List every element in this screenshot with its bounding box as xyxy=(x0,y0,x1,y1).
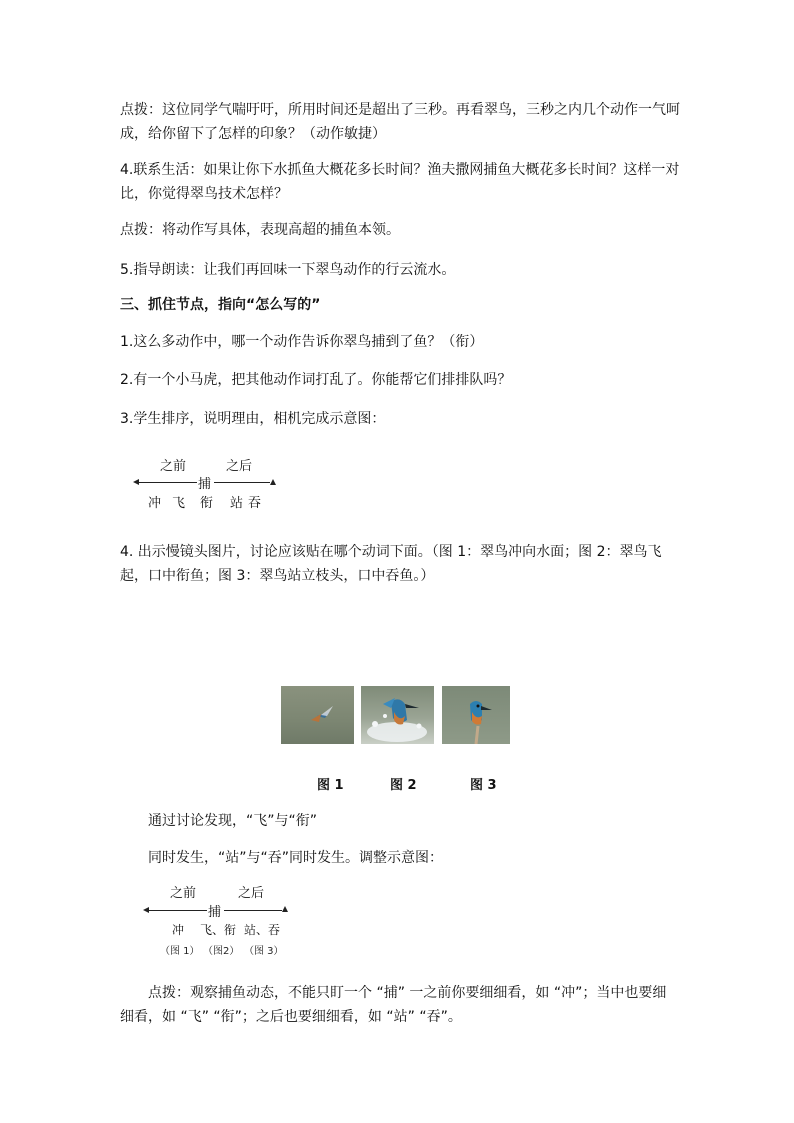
paragraph-step-3: 3.学生排序，说明理由，相机完成示意图： xyxy=(120,411,386,427)
diagram2-left-line xyxy=(149,910,207,911)
paragraph-step-1: 1.这么多动作中，哪一个动作告诉你翠鸟捕到了鱼？（衔） xyxy=(120,334,484,350)
paragraph-hint-1: 点拨：这位同学气喘吁吁，所用时间还是超出了三秒。再看翠鸟，三秒之内几个动作一气呵成，给你留下了怎样的印象？（动作敏捷） xyxy=(120,102,680,142)
diagram2-right-arrow xyxy=(282,906,288,912)
diagram1-verb-zhan: 站 xyxy=(230,496,244,511)
diagram1-after-label: 之后 xyxy=(226,459,253,474)
paragraph-item-4: 4.联系生活：如果让你下水抓鱼大概花多长时间？渔夫撒网捕鱼大概花多长时间？这样一对比，你觉得翠鸟技术怎样？ xyxy=(120,162,680,202)
diagram1-before-label: 之前 xyxy=(160,459,187,474)
diagram2-right-line xyxy=(224,910,282,911)
figure-caption-2: 图 2 xyxy=(390,778,417,793)
diagram2-fig1-label: （图 1） xyxy=(160,946,200,957)
paragraph-hint-2: 点拨：将动作写具体，表现高超的捕鱼本领。 xyxy=(120,222,400,238)
photo-kingfisher-catch xyxy=(361,686,434,744)
diagram1-verb-tun: 吞 xyxy=(248,496,262,511)
diagram1-verb-chong: 冲 xyxy=(148,496,162,511)
diagram1-verb-fei: 飞 xyxy=(172,496,186,511)
diagram2-center-label: 捕 xyxy=(208,905,222,920)
diagram1-left-line xyxy=(139,482,197,483)
diagram2-after-label: 之后 xyxy=(238,886,265,901)
diagram1-center-label: 捕 xyxy=(198,477,212,492)
figure-caption-3: 图 3 xyxy=(470,778,497,793)
diagram2-verb-fei-xian: 飞、衔 xyxy=(200,923,237,937)
photo-kingfisher-perch xyxy=(442,686,510,744)
paragraph-step-2: 2.有一个小马虎，把其他动作词打乱了。你能帮它们排排队吗？ xyxy=(120,372,512,388)
diagram2-fig2-label: （图2） xyxy=(203,946,240,957)
paragraph-hint-3: 点拨：观察捕鱼动态，不能只盯一个 “捕” 一之前你要细细看，如 “冲”；当中也要细细看，如 “飞” “衔”；之后也要细细看，如 “站” “吞”。 xyxy=(120,985,667,1025)
diagram1-verb-xian: 衔 xyxy=(200,496,214,511)
paragraph-step-4: 4. 出示慢镜头图片，讨论应该贴在哪个动词下面。（图 1：翠鸟冲向水面；图 2：翠鸟飞起，口中衔鱼；图 3：翠鸟站立枝头，口中吞鱼。） xyxy=(120,544,662,584)
photo-kingfisher-dive xyxy=(281,686,354,744)
section-heading-3: 三、抓住节点，指向“怎么写的” xyxy=(120,297,321,313)
figure-caption-1: 图 1 xyxy=(317,778,344,793)
diagram2-before-label: 之前 xyxy=(170,886,197,901)
paragraph-discussion-1: 通过讨论发现，“飞”与“衔” xyxy=(148,813,318,829)
diagram1-right-arrow xyxy=(270,479,276,485)
paragraph-discussion-2: 同时发生，“站”与“吞”同时发生。调整示意图： xyxy=(148,850,444,866)
paragraph-item-5: 5.指导朗读：让我们再回味一下翠鸟动作的行云流水。 xyxy=(120,262,456,278)
diagram2-verb-zhan-tun: 站、吞 xyxy=(244,923,281,937)
diagram2-verb-chong: 冲 xyxy=(172,923,185,937)
diagram1-right-line xyxy=(214,482,270,483)
diagram2-fig3-label: （图 3） xyxy=(244,946,284,957)
